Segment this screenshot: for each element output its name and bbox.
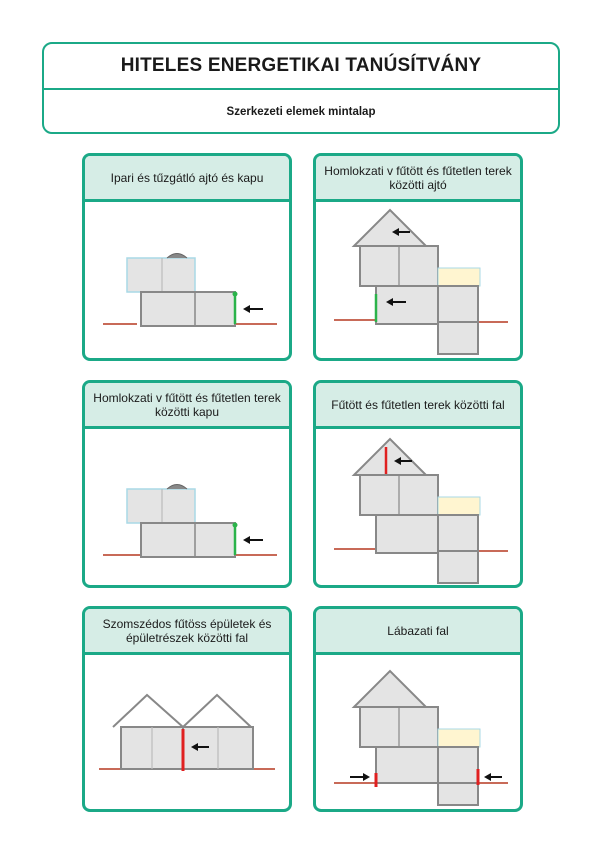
arrow-icon: [243, 305, 263, 313]
plinth-wall-diagram: [316, 655, 520, 809]
ground-floor: [141, 523, 235, 557]
card-heated-unheated-wall: [313, 380, 523, 588]
left-roof: [113, 695, 183, 727]
card-facade-door: [313, 153, 523, 361]
card-title: Ipari és tűzgátló ajtó és kapu: [85, 156, 289, 202]
balcony: [438, 729, 480, 747]
card-title: Fűtött és fűtetlen terek közötti fal: [316, 383, 520, 429]
card-plinth-wall: [313, 606, 523, 812]
card-facade-gate: [82, 380, 292, 588]
ground-floor: [376, 286, 438, 324]
facade-door-diagram: [316, 202, 520, 358]
basement: [438, 322, 478, 354]
card-title: Szomszédos fűtöss épületek és épületrészek közötti fal: [85, 609, 289, 655]
card-title: Homlokzati v fűtött és fűtetlen terek közötti kapu: [85, 383, 289, 429]
basement: [438, 783, 478, 805]
basement: [438, 551, 478, 583]
arrow-icon: [243, 536, 263, 544]
card-neighbouring-wall: [82, 606, 292, 812]
facade-gate-diagram: [85, 429, 289, 585]
roof: [354, 439, 426, 475]
page-title: HITELES ENERGETIKAI TANÚSÍTVÁNY: [44, 44, 558, 90]
roof: [354, 210, 426, 246]
arrow-icon: [350, 773, 370, 781]
right-roof: [183, 695, 251, 727]
roof: [354, 671, 426, 707]
ground-floor: [376, 515, 438, 553]
balcony: [438, 268, 480, 286]
roof-hatch: [167, 254, 187, 259]
heated-unheated-wall-diagram: [316, 429, 520, 585]
page-subtitle: Szerkezeti elemek mintalap: [226, 106, 376, 118]
certificate-header: [42, 42, 560, 134]
ground-floor: [141, 292, 235, 326]
card-industrial-door: [82, 153, 292, 361]
card-title: Lábazati fal: [316, 609, 520, 655]
ground-floor: [376, 747, 438, 783]
arrow-icon: [484, 773, 502, 781]
card-title: Homlokzati v fűtött és fűtetlen terek közötti ajtó: [316, 156, 520, 202]
roof-hatch: [167, 485, 187, 490]
industrial-door-diagram: [85, 202, 289, 358]
balcony: [438, 497, 480, 515]
upper-floor: [127, 258, 195, 292]
upper-floor: [127, 489, 195, 523]
neighbouring-wall-diagram: [85, 655, 289, 809]
